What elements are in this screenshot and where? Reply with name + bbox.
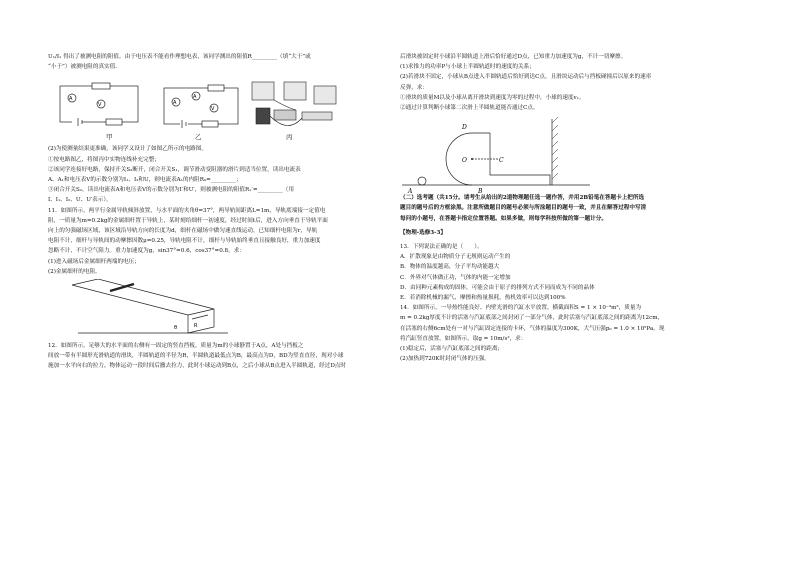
svg-text:V: V <box>211 106 215 113</box>
svg-text:V: V <box>98 102 102 109</box>
q13-option-a: A．扩散现象是由物质分子无规则运动产生的 <box>400 254 511 261</box>
q12-part2-a: (2)若滑块不固定，小球从B点进入半圆轨道后恰好到达C点，且滑块运动后与挡板碰撞后以原来的速率 <box>400 74 652 81</box>
q11-part2: (2)金属细杆的电阻。 <box>48 268 101 275</box>
q10-part2: (2)为使测量结果更准确，该同学又设计了如图乙所示的电路图。 <box>48 146 207 153</box>
svg-text:θ: θ <box>174 325 178 332</box>
fig-label-yi: 乙 <box>195 133 202 142</box>
right-column <box>400 52 752 364</box>
q10-step2-a: ②该同学连接好电路，保持开关S₂断开，闭合开关S₁，调节滑动变阻器的滑片到适当位置，读出电流表 <box>48 166 301 173</box>
q12-part1: (1)求推力的功率P与小球上半圆轨道时的速度的关系； <box>400 64 535 71</box>
q14-part2: (2)加热到720K时封闭气体的压强。 <box>400 356 490 363</box>
q13-stem: 13．下列说法正确的是（ ）。 <box>400 244 483 251</box>
q14-part1: (1)稳定后，活塞与汽缸底部之间的距离； <box>400 346 504 353</box>
q10-step3-a: ③闭合开关S₂，读出电流表A和电压表V的示数分别为I′和U′，则被测电阻的阻值Rₓ′=_________（用 <box>48 187 294 194</box>
q12-line-3: 施加一水平向右的拉力，物体运动一段时间后撤去拉力，此时小球运动到B点，之后小球从B点进入半圆轨道，经过D点时 <box>48 363 346 370</box>
q14-line-1: 14．如图所示，一导热性能良好、内壁光滑的汽缸水平放置，横截面积S = 1 × 10⁻³m²，质量为 <box>400 305 642 312</box>
q14-line-4: 将汽缸竖直放置，如图所示，取g = 10m/s²，求： <box>400 335 527 342</box>
svg-text:R: R <box>194 323 198 330</box>
q12-sub2: ②通过计算判断小球第二次滑上半圆轨道能否通过C点。 <box>400 105 539 112</box>
label-O: O <box>462 157 467 165</box>
elective-heading: 【物理-选修3-3】 <box>400 229 446 236</box>
q12-line-1: 12．如图所示，足够大的水平面的右侧有一固定的竖直挡板，质量为m的小球静置于A点，A处与挡板之 <box>48 343 304 350</box>
q10-line-2: “小于”）被测电阻的真实值. <box>48 64 118 71</box>
circuit-figures <box>48 72 393 144</box>
semicircle-track-diagram <box>400 115 600 195</box>
elective-instruction-1: （二）选考题（共15分。请考生从给出的2道物理题任选一题作答，并用2B铅笔在答题卡上把所选 <box>400 195 645 202</box>
svg-text:A: A <box>173 100 177 107</box>
q12-part2-b: 反弹，求： <box>400 84 428 91</box>
svg-text:A: A <box>69 96 73 103</box>
q13-option-b: B．物体的温度越高，分子平均动能越大 <box>400 264 500 271</box>
q12-line-4: 后滑块被固定时小球沿半圆轨道上滑后恰好通过D点，已知重力加速度为g，不计一切摩擦。 <box>400 54 627 60</box>
q10-line-1: U₁/I₁ 得出了被测电阻的阻值。由于电压表不能看作理想电表，该同学测出的阻值R_________（填“大于”或 <box>48 54 311 60</box>
fig-label-bing: 丙 <box>286 133 293 142</box>
q11-line-4: 电阻不计，细杆与导轨间的动摩擦因数μ=0.25，导轨电阻不计，细杆与导轨始终垂直且接触良好，重力加速度 <box>48 238 321 245</box>
q13-option-d: D．由同种元素构成的固体，可能会由于原子的排列方式不同而成为不同的晶体 <box>400 284 595 291</box>
elective-instruction-3: 每问的小题号，在答题卡指定位置答题。如果多做，则每学科按所做的第一题计分。 <box>400 215 607 222</box>
q10-step2-b: A、A₁和电压表V的示数分别为I₁、I₂和U，则电流表A₁的内阻R₀=_________； <box>48 177 242 184</box>
q11-line-2: 阻，一质量为m=0.2kg的金属细杆置于导轨上，某时刻给细杆一初速度，经过时间t后，进入方向垂直于导轨平面 <box>48 217 328 224</box>
semicircle-figure <box>400 113 752 196</box>
q11-part1: (1)进入磁场后金属细杆两端的电压； <box>48 258 140 265</box>
label-D: D <box>462 124 467 132</box>
q10-step1: ①按电路图乙，将图丙中实物连线补充完整； <box>48 156 160 163</box>
q13-option-c: C．外界对气体做正功，气体的内能一定增加 <box>400 274 511 281</box>
fig-label-jia: 甲 <box>106 133 113 142</box>
incline-rail-diagram <box>68 279 238 339</box>
q11-line-5: 忽略不计，不计空气阻力。重力加速度为g，sin37°=0.6，cos37°=0.8。求： <box>48 248 245 255</box>
q12-sub1: ①滑块的质量M以及小球从离开滑块到速度为零的过程中，小球的速度v₁。 <box>400 94 585 101</box>
label-A: A <box>408 188 413 196</box>
left-column <box>48 52 393 372</box>
q13-option-e: E．若消除机械的漏气、摩擦和热量损耗，热机效率可以达到100% <box>400 295 566 302</box>
q10-step3-b: I、I₁、I₂、U、U′表示）。 <box>48 197 112 204</box>
label-B: B <box>478 188 483 196</box>
q14-line-2: m = 0.2kg厚度不计的活塞与汽缸底部之间封闭了一部分气体，此时活塞与汽缸底部之间的距离为12cm， <box>400 315 664 322</box>
circuit-diagrams <box>52 78 372 144</box>
q14-line-3: 在活塞的右侧6cm处有一对与汽缸固定连接的卡环，气体的温度为300K，大气压强p₀ = 1.0 × 10⁵Pa。现 <box>400 325 665 332</box>
q11-line-1: 11．如图所示，两平行金属导轨倾斜放置，与水平面的夹角θ=37°，两导轨间距离L=1m，导轨底端接一定值电 <box>48 207 326 214</box>
incline-figure <box>48 277 393 341</box>
elective-instruction-2: 题目的题号后的方框涂黑。注意所做题目的题号必须与所涂题目的题号一致，并且在解答过程中写清 <box>400 205 647 212</box>
q11-line-3: 向上的匀强磁场区域，该区域沿导轨方向的长度为d，细杆在磁场中做匀速直线运动，已知细杆电阻为r，导轨 <box>48 228 318 235</box>
q12-line-2: 间放一带有半圆形光滑轨道的滑块，半圆轨道的半径为R，半圆轨道最低点为B，最高点为D，BD为竖直直径，现对小球 <box>48 353 344 360</box>
svg-text:A: A <box>193 94 197 101</box>
label-C: C <box>499 157 504 165</box>
